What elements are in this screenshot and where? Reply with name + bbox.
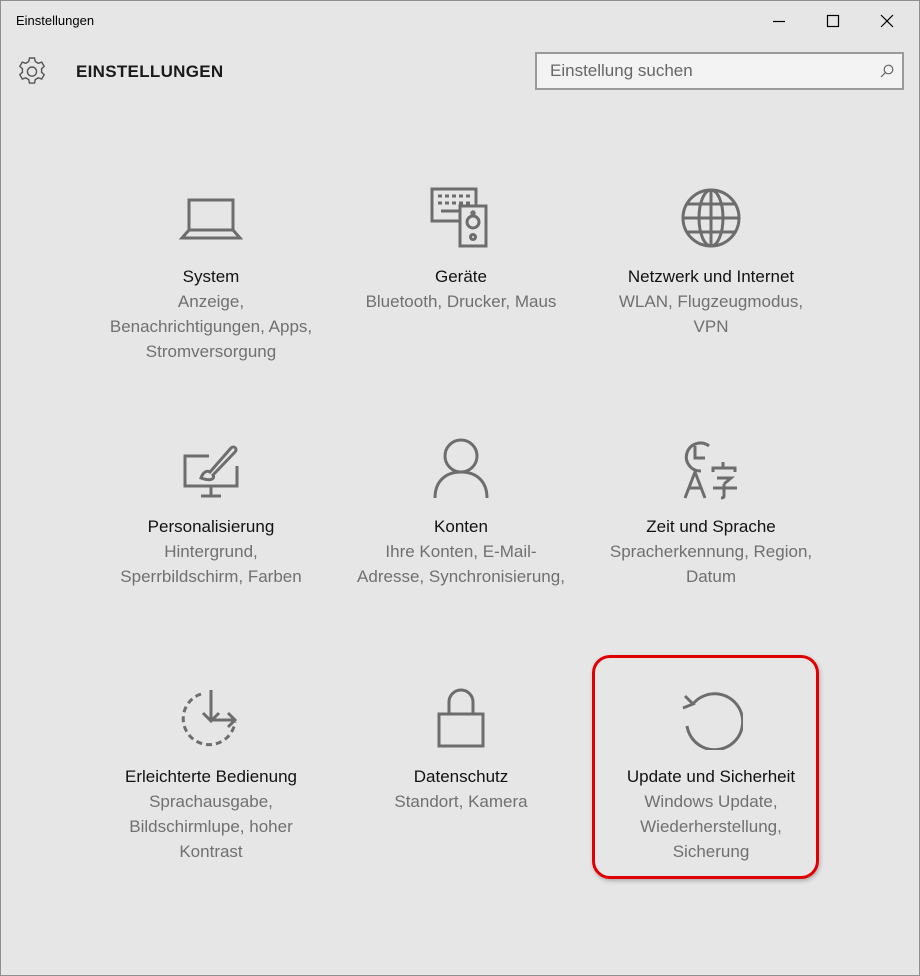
tile-title: Datenschutz	[413, 767, 509, 786]
tile-description: WLAN, Flugzeugmodus, VPN	[618, 292, 804, 336]
tile-description: Windows Update, Wiederherstellung, Sicherung	[640, 792, 782, 861]
tile-personalization[interactable]	[86, 436, 336, 589]
globe-icon	[679, 186, 743, 250]
tile-description: Standort, Kamera	[394, 792, 528, 811]
update-icon	[679, 686, 743, 750]
search-input[interactable]	[537, 54, 867, 88]
tile-title: Konten	[434, 517, 488, 536]
gear-icon	[15, 55, 49, 89]
tile-title: Erleichterte Bedienung	[124, 767, 297, 786]
search-box[interactable]	[535, 52, 904, 90]
tile-title: System	[182, 267, 240, 286]
tile-description: Bluetooth, Drucker, Maus	[365, 292, 557, 311]
tile-privacy[interactable]	[336, 686, 586, 814]
page-title: EINSTELLUNGEN	[76, 62, 224, 81]
tile-system[interactable]	[86, 186, 336, 364]
tile-title: Update und Sicherheit	[626, 767, 796, 786]
tile-description: Spracherkennung, Region, Datum	[609, 542, 813, 586]
devices-icon	[429, 186, 493, 250]
tile-accounts[interactable]	[336, 436, 586, 589]
close-icon	[880, 14, 894, 28]
minimize-button[interactable]	[753, 1, 805, 41]
maximize-button[interactable]	[807, 1, 859, 41]
title-bar[interactable]	[1, 1, 919, 41]
tile-devices[interactable]	[336, 186, 586, 314]
tile-title: Zeit und Sprache	[646, 517, 776, 536]
tile-description: Sprachausgabe, Bildschirmlupe, hoher Kontrast	[129, 792, 293, 861]
settings-home-button[interactable]	[15, 55, 49, 89]
lock-icon	[429, 686, 493, 750]
personalization-icon	[179, 436, 243, 500]
person-icon	[429, 436, 493, 500]
minimize-icon	[772, 14, 786, 28]
tile-description: Ihre Konten, E-Mail-Adresse, Synchronisierung,	[357, 542, 565, 586]
tile-ease-of-access[interactable]	[86, 686, 336, 864]
tile-update-security[interactable]	[586, 686, 836, 864]
ease-of-access-icon	[179, 686, 243, 750]
search-icon	[880, 64, 894, 78]
close-button[interactable]	[861, 1, 913, 41]
tile-description: Anzeige, Benachrichtigungen, Apps, Stromversorgung	[109, 292, 313, 361]
tile-title: Geräte	[435, 267, 487, 286]
tile-time-language[interactable]	[586, 436, 836, 589]
tile-title: Personalisierung	[147, 517, 275, 536]
time-language-icon	[679, 436, 743, 500]
tile-description: Hintergrund, Sperrbildschirm, Farben	[120, 542, 302, 586]
tile-title: Netzwerk und Internet	[627, 267, 795, 286]
laptop-icon	[179, 186, 243, 250]
window-title: Einstellungen	[16, 13, 95, 28]
search-button[interactable]	[880, 64, 894, 78]
maximize-icon	[826, 14, 840, 28]
tile-network[interactable]	[586, 186, 836, 339]
header	[1, 41, 919, 101]
